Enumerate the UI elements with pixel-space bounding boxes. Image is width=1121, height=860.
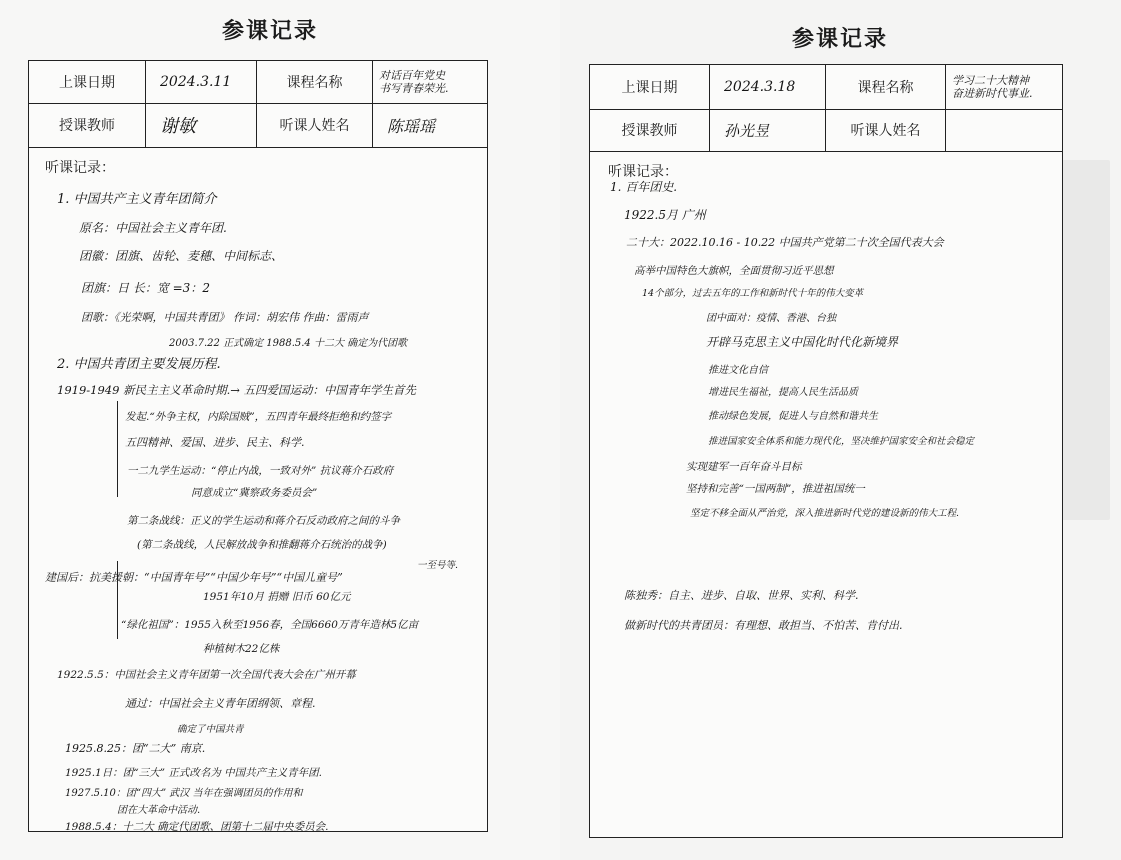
- note-line: 1. 中国共产主义青年团简介: [57, 192, 217, 207]
- note-line: 坚定不移全面从严治党，深入推进新时代党的建设新的伟大工程.: [690, 508, 960, 519]
- teacher-label: 授课教师: [29, 103, 146, 147]
- course-value: 对话百年党史 书写青春荣光.: [379, 69, 449, 95]
- note-line: 确定了中国共青: [177, 724, 244, 735]
- note-line: (第二条战线，人民解放战争和推翻蒋介石统治的战争): [137, 539, 387, 551]
- course-label: 课程名称: [257, 61, 373, 103]
- note-line: 同意成立“冀察政务委员会”: [191, 487, 318, 499]
- teacher-value: 孙光昱: [710, 109, 826, 151]
- note-line: 通过：中国社会主义青年团纲领、章程.: [125, 697, 316, 710]
- note-line: 2003.7.22 正式确定 1988.5.4 十二大 确定为代团歌: [169, 338, 408, 349]
- date-label: 上课日期: [29, 61, 146, 103]
- teacher-label: 授课教师: [590, 109, 710, 151]
- note-line: 五四精神、爱国、进步、民主、科学.: [125, 436, 305, 449]
- note-line: 种植树木22亿株: [203, 643, 280, 655]
- note-line: 团旗：日 长：宽 =3：2: [81, 281, 210, 295]
- note-line: 开辟马克思主义中国化时代化新境界: [706, 335, 899, 349]
- right-page-title: 参课记录: [792, 27, 889, 52]
- note-line: 做新时代的共青团员：有理想、敢担当、不怕苦、肯付出.: [624, 619, 903, 632]
- note-line: “绿化祖国”：1955入秋至1956春，全国6660万青年造林5亿亩: [121, 619, 419, 631]
- note-line: 团在大革命中活动.: [117, 805, 201, 816]
- right-record-sheet: [560, 0, 1121, 860]
- date-value: 2024.3.18: [710, 65, 826, 109]
- right-record-form: [589, 64, 1063, 838]
- left-record-sheet: [0, 0, 560, 860]
- note-line: 1925.1日：团“三大” 正式改名为 中国共产主义青年团.: [65, 767, 322, 779]
- note-line: 1951年10月 捐赠 旧币 60亿元: [203, 591, 351, 603]
- listener-value: 陈瑶瑶: [387, 116, 436, 136]
- note-line: 二十大：2022.10.16 - 10.22 中国共产党第二十次全国代表大会: [626, 236, 944, 249]
- left-header-row-2: [29, 103, 487, 148]
- note-line: 推进文化自信: [708, 365, 768, 376]
- note-line: 团歌：《光荣啊，中国共青团》 作词：胡宏伟 作曲：雷雨声: [81, 311, 369, 324]
- listener-value: [946, 109, 1064, 151]
- right-header-row-2: [590, 109, 1062, 152]
- listener-label: 听课人姓名: [257, 103, 373, 147]
- faint-bleed: [1060, 160, 1110, 520]
- note-line: 陈独秀：自主、进步、自取、世界、实利、科学.: [624, 589, 859, 602]
- note-line: 建国后：抗美援朝：“中国青年号”“中国少年号”“中国儿童号”: [45, 571, 343, 584]
- note-line: 14个部分，过去五年的工作和新时代十年的伟大变革: [642, 288, 864, 299]
- note-line: 实现建军一百年奋斗目标: [686, 461, 802, 473]
- note-line: 一至号等.: [417, 560, 459, 571]
- left-header-row-1: [29, 61, 487, 104]
- note-line: 原名：中国社会主义青年团.: [79, 221, 227, 235]
- brace-1919: [117, 401, 118, 497]
- right-header-row-1: [590, 65, 1062, 110]
- note-line: 1925.8.25：团“二大” 南京.: [65, 742, 206, 755]
- left-page-title: 参课记录: [222, 19, 319, 44]
- left-record-form: [28, 60, 488, 832]
- note-line: 1919-1949 新民主主义革命时期.→ 五四爱国运动：中国青年学生首先: [57, 383, 417, 397]
- note-line: 推动绿色发展，促进人与自然和谐共生: [708, 411, 878, 422]
- note-line: 团徽：团旗、齿轮、麦穗、中间标志、: [79, 249, 284, 263]
- course-value: 学习二十大精神 奋进新时代事业.: [952, 74, 1033, 100]
- notes-label: 听课记录：: [608, 164, 678, 180]
- note-line: 1922.5月 广州: [624, 208, 706, 222]
- note-line: 团中面对：疫情、香港、台独: [706, 313, 836, 324]
- date-label: 上课日期: [590, 65, 710, 109]
- note-line: 一二九学生运动：“停止内战，一致对外” 抗议蒋介石政府: [127, 465, 394, 477]
- course-label: 课程名称: [826, 65, 946, 109]
- note-line: 1927.5.10：团“四大” 武汉 当年在强调团员的作用和: [65, 788, 303, 799]
- note-line: 推进国家安全体系和能力现代化，坚决维护国家安全和社会稳定: [708, 436, 975, 447]
- note-line: 1. 百年团史.: [610, 180, 678, 194]
- note-line: 发起.“外争主权，内除国贼”，五四青年最终拒绝和约签字: [125, 411, 392, 423]
- teacher-value: 谢敏: [146, 103, 257, 147]
- note-line: 坚持和完善“一国两制”，推进祖国统一: [686, 483, 865, 495]
- date-value: 2024.3.11: [146, 61, 257, 103]
- note-line: 2. 中国共青团主要发展历程.: [57, 357, 221, 372]
- note-line: 高举中国特色大旗帜，全面贯彻习近平思想: [634, 265, 834, 277]
- note-line: 增进民生福祉，提高人民生活品质: [708, 387, 858, 398]
- note-line: 1988.5.4：十二大 确定代团歌、团第十二届中央委员会.: [65, 821, 329, 833]
- note-line: 1922.5.5：中国社会主义青年团第一次全国代表大会在广州开幕: [57, 669, 356, 681]
- listener-label: 听课人姓名: [826, 109, 946, 151]
- notes-label: 听课记录：: [45, 160, 115, 176]
- note-line: 第二条战线：正义的学生运动和蒋介石反动政府之间的斗争: [127, 515, 400, 527]
